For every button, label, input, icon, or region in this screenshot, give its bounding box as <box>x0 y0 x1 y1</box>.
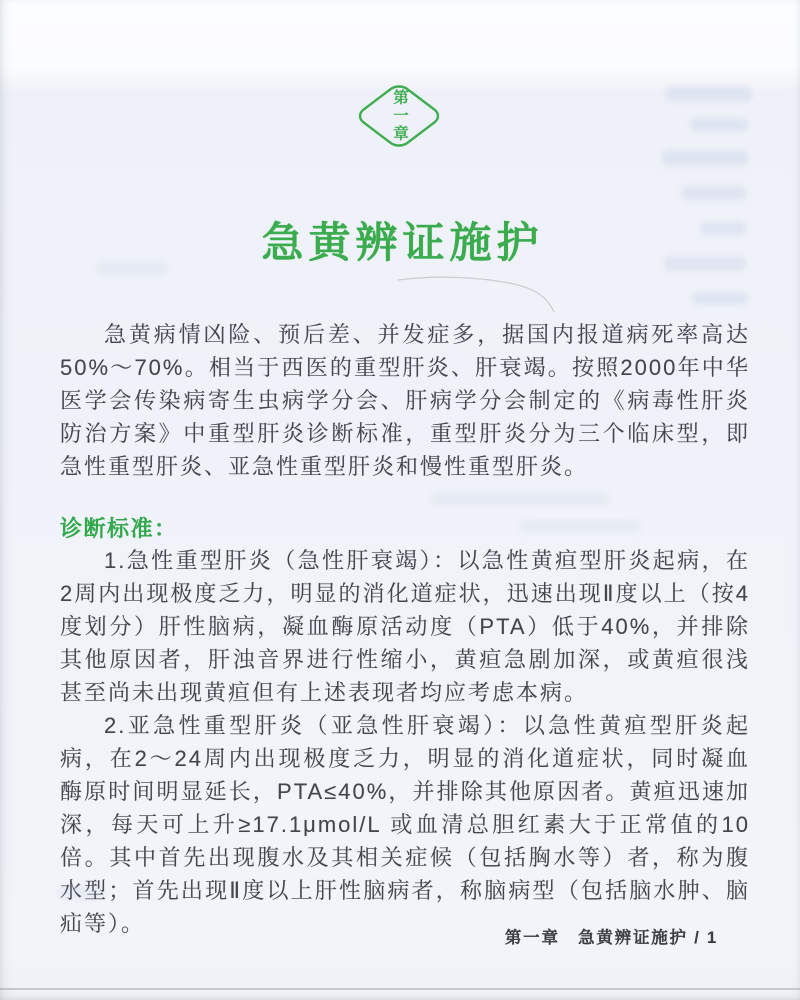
bleed-blob <box>662 150 748 166</box>
chapter-title: 急黄辨证施护 <box>261 219 544 267</box>
scan-hairline-artifact <box>396 272 566 317</box>
page-bottom-edge <box>0 988 800 990</box>
chapter-badge <box>353 80 445 152</box>
chapter-badge-label-wrap <box>353 81 445 151</box>
intro-paragraph: 急黄病情凶险、预后差、并发症多，据国内报道病死率高达50%～70%。相当于西医的重型肝炎、肝衰竭。按照2000年中华医学会传染病寄生虫病学分会、肝病学分会制定的《病毒性肝炎防治方案》中重型肝炎诊断标准，重型肝炎分为三个临床型，即急性重型肝炎、亚急性重型肝炎和慢性重型肝炎。 <box>60 322 750 479</box>
bleed-blob <box>58 886 104 899</box>
criteria-item-1: 1.急性重型肝炎（急性肝衰竭）：以急性黄疸型肝炎起病，在2周内出现极度乏力，明显的消化道症状，迅速出现Ⅱ度以上（按4度划分）肝性脑病，凝血酶原活动度（PTA）低于40%，并排除其他原因者，肝浊音界进行性缩小，黄疸急剧加深，或黄疸很浅甚至尚未出现黄疸但有上述表现者均应考虑本病。 <box>60 548 750 705</box>
bleed-blob <box>664 256 746 271</box>
bleed-blob <box>666 86 752 102</box>
bleed-blob <box>690 118 748 132</box>
criteria-item-2: 2.亚急性重型肝炎（亚急性肝衰竭）：以急性黄疸型肝炎起病，在2～24周内出现极度乏力，明显的消化道症状，同时凝血酶原时间明显延长，PTA≤40%，并排除其他原因者。黄疸迅速加深，每天可上升≥17.1μmol/L 或血清总胆红素大于正常值的10倍。其中首先出现腹水及其相关症候（包括胸水等）者，称为腹水型；首先出现Ⅱ度以上肝性脑病者，称脑病型（包括脑水肿、脑疝等）。 <box>60 713 750 936</box>
page-body <box>60 318 750 940</box>
chapter-badge-label: 第一章 <box>391 89 408 143</box>
bleed-blob <box>96 262 168 275</box>
section-heading-diagnostic-criteria: 诊断标准： <box>60 516 178 541</box>
page-footer: 第一章 急黄辨证施护 / 1 <box>504 929 718 947</box>
bleed-blob <box>692 292 748 305</box>
bleed-blob <box>430 492 610 506</box>
bleed-blob <box>700 222 746 235</box>
bleed-blob <box>682 186 746 200</box>
bleed-blob <box>520 520 640 532</box>
